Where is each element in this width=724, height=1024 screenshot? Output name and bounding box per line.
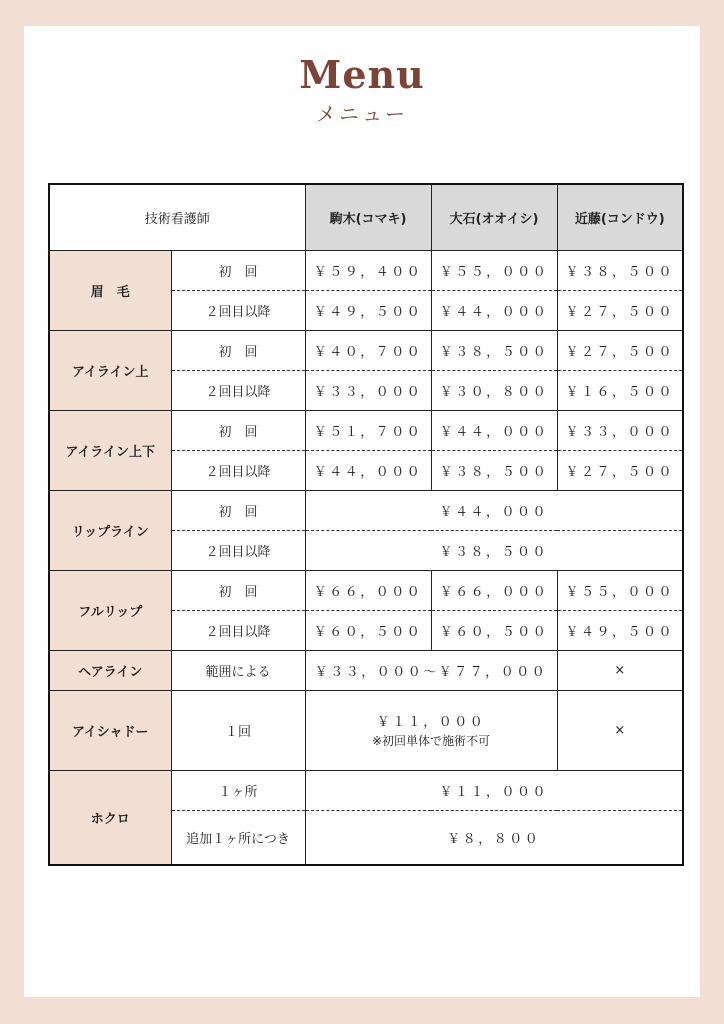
- kind-repeat: ２回目以降: [171, 290, 305, 330]
- price-cell: ￥３３，０００: [557, 410, 683, 450]
- eyeshadow-price: ￥１１，０００: [376, 715, 486, 730]
- price-cell: [305, 690, 557, 770]
- page-subtitle: メニュー: [316, 102, 408, 126]
- unavailable-mark: ×: [557, 690, 683, 770]
- price-cell: ￥４４，０００: [305, 490, 683, 530]
- kind-by-range: 範囲による: [171, 650, 305, 690]
- kind-repeat: ２回目以降: [171, 610, 305, 650]
- table-row: [49, 690, 683, 770]
- nurse-ooishi: 大石(オオイシ): [431, 184, 557, 250]
- category-lipline: リップライン: [49, 490, 171, 570]
- kind-first: 初 回: [171, 250, 305, 290]
- category-eyeline-upper: アイライン上: [49, 330, 171, 410]
- kind-per-spot: 追加１ヶ所につき: [171, 810, 305, 865]
- category-eyeline-both: アイライン上下: [49, 410, 171, 490]
- price-cell: ￥３３，０００～￥７７，０００: [305, 650, 557, 690]
- kind-once: １回: [171, 690, 305, 770]
- kind-one-spot: １ヶ所: [171, 770, 305, 810]
- price-cell: ￥５５，０００: [557, 570, 683, 610]
- header-row: [49, 184, 683, 250]
- price-cell: ￥５１，７００: [305, 410, 431, 450]
- price-cell: ￥８，８００: [305, 810, 683, 865]
- table-row: [49, 770, 683, 810]
- kind-repeat: ２回目以降: [171, 450, 305, 490]
- table-row: [49, 330, 683, 370]
- price-cell: ￥２７，５００: [557, 450, 683, 490]
- price-cell: ￥２７，５００: [557, 330, 683, 370]
- price-cell: ￥６６，０００: [431, 570, 557, 610]
- price-cell: ￥５９，４００: [305, 250, 431, 290]
- price-cell: ￥６０，５００: [305, 610, 431, 650]
- table-row: [49, 650, 683, 690]
- eyeshadow-note: ※初回単体で施術不可: [371, 734, 491, 748]
- category-eyeshadow: アイシャドー: [49, 690, 171, 770]
- price-cell: ￥４４，０００: [431, 290, 557, 330]
- price-table: [48, 183, 684, 866]
- price-cell: ￥４０，７００: [305, 330, 431, 370]
- price-cell: ￥２７，５００: [557, 290, 683, 330]
- table-row: [49, 250, 683, 290]
- table-row: [49, 410, 683, 450]
- page-title: Menu: [299, 52, 425, 97]
- price-cell: ￥５５，０００: [431, 250, 557, 290]
- table-row: [49, 490, 683, 530]
- price-cell: ￥６６，０００: [305, 570, 431, 610]
- category-mayu: 眉 毛: [49, 250, 171, 330]
- kind-first: 初 回: [171, 570, 305, 610]
- category-hairline: ヘアライン: [49, 650, 171, 690]
- nurse-komaki: 駒木(コマキ): [305, 184, 431, 250]
- category-fulllip: フルリップ: [49, 570, 171, 650]
- kind-first: 初 回: [171, 330, 305, 370]
- price-cell: ￥４９，５００: [557, 610, 683, 650]
- kind-repeat: ２回目以降: [171, 370, 305, 410]
- kind-first: 初 回: [171, 410, 305, 450]
- header-label: 技術看護師: [49, 184, 305, 250]
- price-cell: ￥３８，５００: [431, 330, 557, 370]
- price-cell: ￥３８，５００: [557, 250, 683, 290]
- price-cell: ￥６０，５００: [431, 610, 557, 650]
- price-cell: ￥３０，８００: [431, 370, 557, 410]
- category-mole: ホクロ: [49, 770, 171, 865]
- table-row: [49, 570, 683, 610]
- price-cell: ￥３３，０００: [305, 370, 431, 410]
- menu-sheet: [24, 26, 700, 997]
- price-cell: ￥１１，０００: [305, 770, 683, 810]
- kind-repeat: ２回目以降: [171, 530, 305, 570]
- price-cell: ￥４９，５００: [305, 290, 431, 330]
- unavailable-mark: ×: [557, 650, 683, 690]
- price-cell: ￥３８，５００: [431, 450, 557, 490]
- nurse-kondo: 近藤(コンドウ): [557, 184, 683, 250]
- kind-first: 初 回: [171, 490, 305, 530]
- price-cell: ￥４４，０００: [431, 410, 557, 450]
- price-cell: ￥４４，０００: [305, 450, 431, 490]
- price-cell: ￥３８，５００: [305, 530, 683, 570]
- price-cell: ￥１６，５００: [557, 370, 683, 410]
